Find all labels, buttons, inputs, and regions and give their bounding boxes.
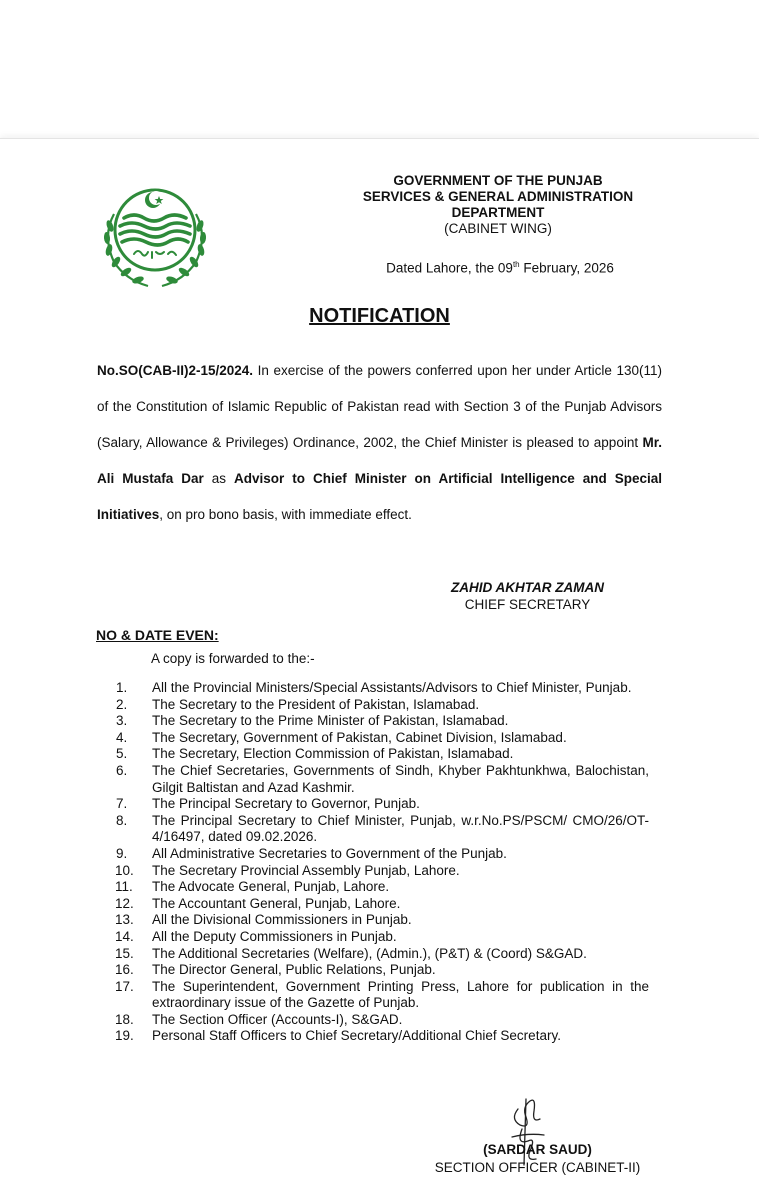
- body-text-2: as: [203, 471, 234, 486]
- distribution-item: [104, 946, 649, 963]
- distribution-item-text: The Secretary to the President of Pakistan, Islamabad.: [152, 696, 480, 712]
- header-line-department-cont: DEPARTMENT: [451, 205, 545, 220]
- distribution-item-number: 17.: [115, 978, 134, 994]
- distribution-item-text: The Accountant General, Punjab, Lahore.: [152, 895, 401, 911]
- distribution-item: [104, 979, 649, 1012]
- distribution-item-text: The Director General, Public Relations, Punjab.: [152, 962, 436, 978]
- distribution-item-text: The Chief Secretaries, Governments of Sindh, Khyber Pakhtunkhwa, Balochistan, Gilgit Baltistan and Azad Kashmir.: [152, 762, 649, 795]
- distribution-item: [104, 1028, 649, 1045]
- dated-line: [300, 260, 700, 276]
- distribution-list: [104, 680, 649, 1045]
- distribution-item-text: All the Provincial Ministers/Special Assistants/Advisors to Chief Minister, Punjab.: [152, 680, 632, 695]
- distribution-item: [104, 697, 649, 714]
- distribution-item: [104, 879, 649, 896]
- distribution-item-text: Personal Staff Officers to Chief Secretary/Additional Chief Secretary.: [152, 1028, 561, 1044]
- distribution-item-text: The Secretary, Government of Pakistan, Cabinet Division, Islamabad.: [152, 729, 567, 745]
- appointment-position: Advisor to Chief Minister on Artificial Intelligence and Special Initiatives: [97, 471, 662, 522]
- distribution-item: [104, 929, 649, 946]
- distribution-item: [104, 863, 649, 880]
- distribution-item-number: 2.: [116, 696, 128, 712]
- distribution-item-text: The Principal Secretary to Chief Minister, Punjab, w.r.No.PS/PSCM/ CMO/26/OT-4/16497, dated 09.02.2026.: [152, 812, 649, 845]
- department-header: [318, 173, 678, 237]
- section-officer-signature-block: [420, 1141, 655, 1177]
- distribution-item-number: 19.: [115, 1028, 134, 1044]
- section-officer-designation: SECTION OFFICER (CABINET-II): [434, 1160, 641, 1175]
- distribution-item: [104, 1012, 649, 1029]
- notification-body: [97, 353, 662, 533]
- distribution-item-number: 4.: [116, 729, 128, 745]
- distribution-item-number: 12.: [115, 895, 134, 911]
- distribution-item-text: The Secretary, Election Commission of Pakistan, Islamabad.: [152, 746, 514, 762]
- distribution-item-text: All the Deputy Commissioners in Punjab.: [152, 928, 397, 944]
- body-text-1: In exercise of the powers conferred upon her under Article 130(11) of the Constitution of Islamic Republic of Pakistan read with Section 3 of the Punjab Advisors (Salary, Allowance & Privileges) Ordinance, 2002, the Chief Minister is pleased to appoint: [97, 363, 662, 450]
- distribution-item-text: All the Divisional Commissioners in Punjab.: [152, 912, 412, 928]
- distribution-item-number: 5.: [116, 746, 128, 762]
- distribution-item-text: The Secretary to the Prime Minister of Pakistan, Islamabad.: [152, 713, 509, 729]
- signatory-designation: CHIEF SECRETARY: [464, 597, 591, 612]
- distribution-item-number: 10.: [115, 862, 134, 878]
- no-date-even-heading: NO & DATE EVEN:: [96, 627, 219, 643]
- distribution-item: [104, 796, 649, 813]
- distribution-item-text: All Administrative Secretaries to Government of the Punjab.: [152, 845, 507, 861]
- dated-sup: th: [512, 260, 520, 269]
- punjab-government-emblem-icon: [96, 174, 214, 292]
- distribution-item-text: The Advocate General, Punjab, Lahore.: [152, 879, 390, 895]
- dated-prefix: Dated Lahore, the 09: [386, 260, 513, 276]
- notification-page: [0, 138, 759, 1201]
- distribution-item-text: The Additional Secretaries (Welfare), (Admin.), (P&T) & (Coord) S&GAD.: [152, 945, 587, 961]
- distribution-item-number: 11.: [115, 879, 133, 895]
- body-text-3: , on pro bono basis, with immediate effect.: [159, 507, 412, 522]
- header-line-department: SERVICES & GENERAL ADMINISTRATION: [362, 189, 634, 204]
- notification-title: NOTIFICATION: [309, 305, 450, 327]
- distribution-item-number: 3.: [116, 713, 128, 729]
- distribution-item-number: 7.: [116, 796, 128, 812]
- distribution-item: [104, 763, 649, 796]
- forwarded-line: A copy is forwarded to the:-: [151, 651, 315, 666]
- signatory-name: ZAHID AKHTAR ZAMAN: [451, 580, 604, 595]
- distribution-item-number: 14.: [115, 928, 134, 944]
- distribution-item: [104, 912, 649, 929]
- distribution-item: [104, 846, 649, 863]
- distribution-item-number: 8.: [116, 812, 128, 828]
- distribution-item-text: The Secretary Provincial Assembly Punjab, Lahore.: [152, 862, 460, 878]
- distribution-item-number: 1.: [116, 680, 128, 695]
- header-line-wing: (CABINET WING): [444, 221, 552, 236]
- distribution-item-text: The Principal Secretary to Governor, Punjab.: [152, 796, 420, 812]
- dated-suffix: February, 2026: [519, 260, 614, 276]
- chief-secretary-signature-block: [420, 579, 635, 613]
- distribution-item-number: 6.: [116, 762, 128, 778]
- distribution-item-text: The Section Officer (Accounts-I), S&GAD.: [152, 1011, 403, 1027]
- distribution-item: [104, 746, 649, 763]
- distribution-item-number: 16.: [115, 962, 134, 978]
- distribution-item: [104, 962, 649, 979]
- distribution-item: [104, 896, 649, 913]
- distribution-item-number: 9.: [116, 845, 128, 861]
- distribution-item: [104, 730, 649, 747]
- distribution-item-number: 15.: [115, 945, 134, 961]
- distribution-item: [104, 713, 649, 730]
- section-officer-name: (SARDAR SAUD): [483, 1142, 592, 1157]
- appointee-name: Mr. Ali Mustafa Dar: [97, 435, 662, 486]
- distribution-item: [104, 680, 649, 697]
- distribution-item: [104, 813, 649, 846]
- header-line-government: GOVERNMENT OF THE PUNJAB: [393, 173, 603, 188]
- reference-number: No.SO(CAB-II)2-15/2024.: [97, 363, 254, 378]
- distribution-item-number: 18.: [115, 1011, 134, 1027]
- distribution-item-number: 13.: [115, 912, 134, 928]
- distribution-item-text: The Superintendent, Government Printing Press, Lahore for publication in the extraordinary issue of the Gazette of Punjab.: [152, 978, 649, 1011]
